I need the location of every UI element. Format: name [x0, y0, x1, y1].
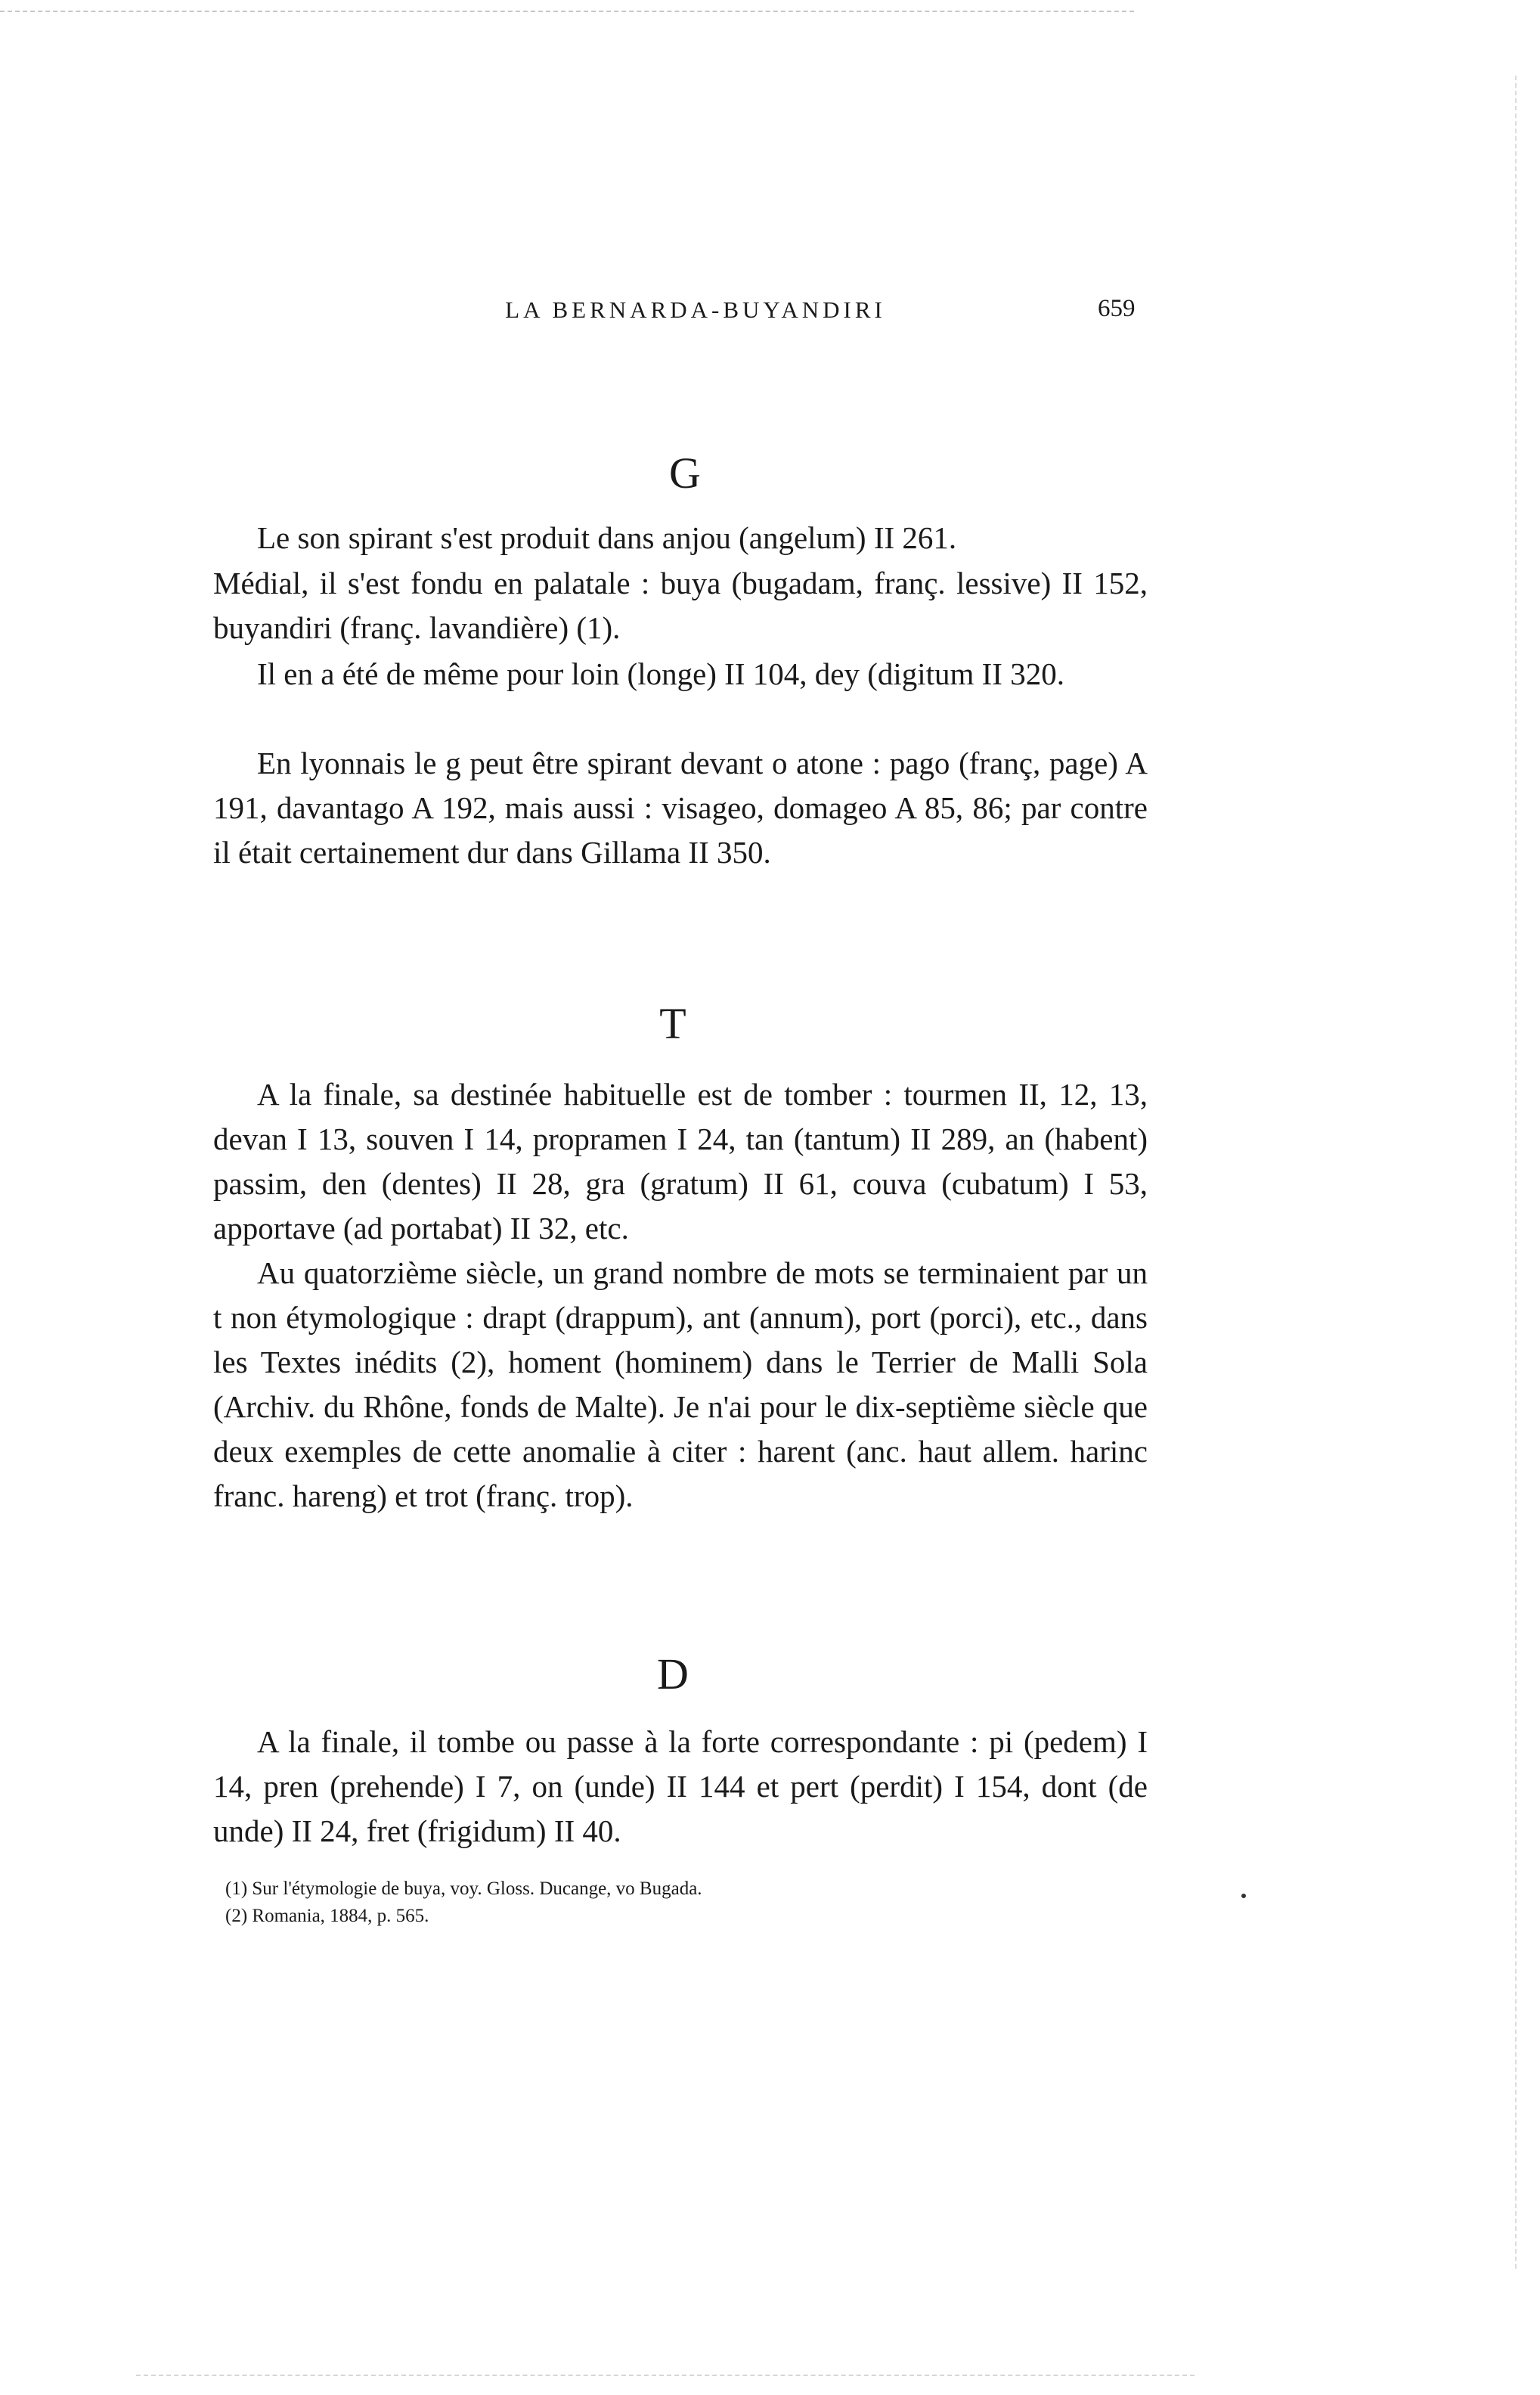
page-number: 659 — [1098, 295, 1136, 322]
paragraph-t-2: Au quatorzième siècle, un grand nombre de mots se terminaient par un t non étymologique : drapt (drappum), ant (annum), port (porci), etc., dans les Textes inédits (2), homent (hominem) dans le Terrier de Malli Sola (Archiv. du Rhône, fonds de Malte). Je n'ai pour le dix-septième siècle que deux exemples de cette anomalie à citer : harent (anc. haut allem. harinc franc. hareng) et trot (franç. trop). — [213, 1255, 1148, 1513]
paragraph-g-3: Il en a été de même pour loin (longe) II 104, dey (digitum II 320. — [257, 656, 1064, 691]
section-heading-g: G — [669, 448, 701, 498]
paragraph-g-1-text: Le son spirant s'est produit dans anjou (angelum) II 261. — [257, 520, 957, 555]
section-heading-d: D — [657, 1649, 689, 1699]
paragraph-g-2: Médial, il s'est fondu en palatale : buya (bugadam, franç. lessive) II 152, buyandiri (franç. lavandière) (1). — [213, 566, 1148, 645]
paragraph-d-1: A la finale, il tombe ou passe à la forte correspondante : pi (pedem) I 14, pren (prehende) I 7, on (unde) II 144 et pert (perdit) I 154, dont (de unde) II 24, fret (frigidum) II 40. — [213, 1724, 1148, 1848]
footnotes — [225, 1875, 981, 1930]
scan-dot — [1241, 1894, 1246, 1898]
paragraph-g-4: En lyonnais le g peut être spirant devant o atone : pago (franç, page) A 191, davantago A 192, mais aussi : visageo, domageo A 85, 86; par contre il était certainement dur dans Gillama II 350. — [213, 746, 1148, 870]
scan-artifact-top — [0, 11, 1134, 12]
footnote-2: (2) Romania, 1884, p. 565. — [225, 1906, 429, 1926]
running-title: LA BERNARDA-BUYANDIRI — [505, 296, 886, 323]
scan-artifact-bottom — [136, 2375, 1195, 2376]
paragraph-g-1 — [213, 516, 1148, 560]
scan-artifact-right — [1515, 76, 1517, 2269]
paragraph-t-1: A la finale, sa destinée habituelle est de tomber : tourmen II, 12, 13, devan I 13, souven I 14, propramen I 24, tan (tantum) II 289, an (habent) passim, den (dentes) II 28, gra (gratum) II 61, couva (cubatum) I 53, apportave (ad portabat) II 32, etc. — [213, 1077, 1148, 1246]
section-heading-t: T — [659, 999, 686, 1048]
footnote-1: (1) Sur l'étymologie de buya, voy. Gloss. Ducange, vo Bugada. — [225, 1878, 702, 1899]
